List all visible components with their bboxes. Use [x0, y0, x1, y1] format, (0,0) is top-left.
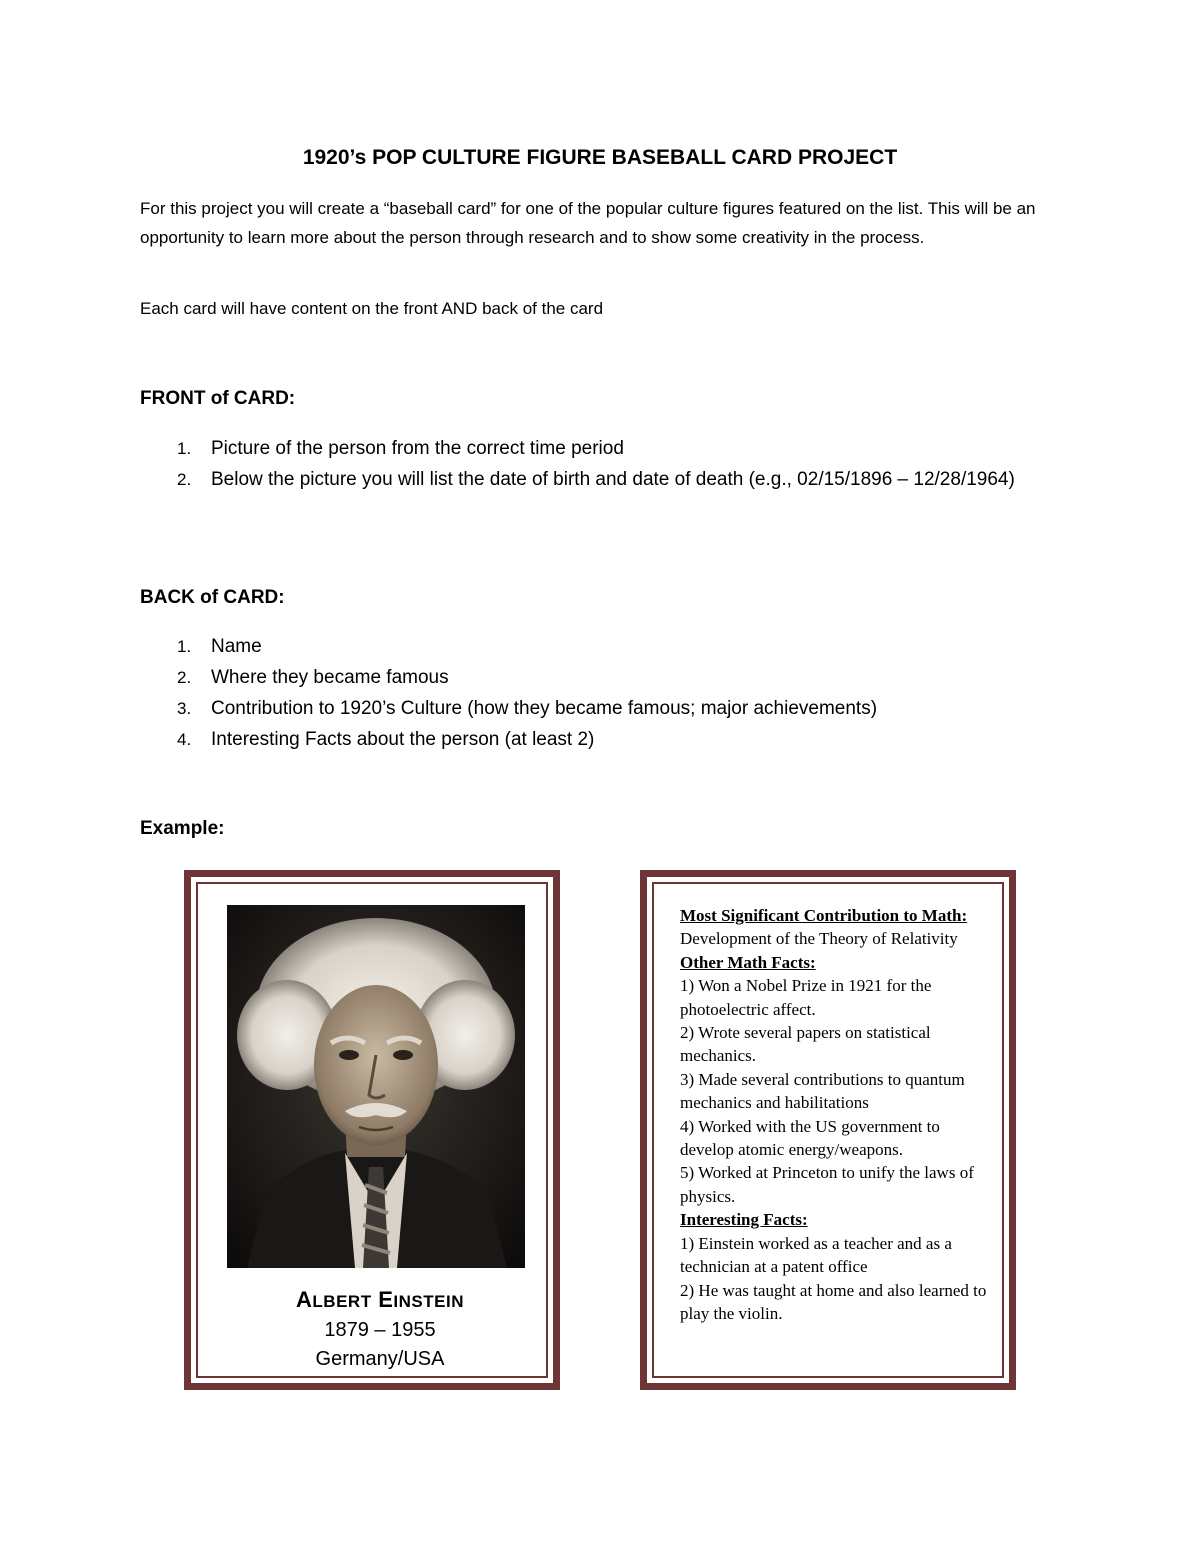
list-number: 4. — [177, 730, 192, 749]
portrait-photo-icon — [227, 905, 525, 1268]
math-fact: 3) Made several contributions to quantum mechanics and habilitations — [680, 1069, 965, 1113]
list-number: 1. — [177, 439, 192, 458]
list-number: 2. — [177, 470, 192, 489]
name-rest: LBERT — [312, 1292, 372, 1311]
page-title: 1920’s POP CULTURE FIGURE BASEBALL CARD PROJECT — [302, 146, 898, 169]
list-item-text: Where they became famous — [211, 667, 449, 688]
list-item — [140, 464, 1060, 495]
math-fact: 4) Worked with the US government to develop atomic energy/weapons. — [680, 1116, 940, 1160]
list-number: 3. — [177, 699, 192, 718]
math-facts-heading: Other Math Facts: — [680, 952, 816, 972]
list-item — [140, 662, 1060, 693]
list-item — [140, 631, 1060, 662]
math-fact: 1) Won a Nobel Prize in 1921 for the photoelectric affect. — [680, 976, 932, 1019]
name-rest: INSTEIN — [393, 1292, 464, 1311]
front-of-card-list — [140, 433, 1060, 495]
card-frame — [652, 882, 1004, 1378]
list-item — [140, 724, 1060, 755]
contribution-heading: Most Significant Contribution to Math: — [680, 906, 968, 925]
back-card-content — [680, 904, 996, 1325]
card-border-inner — [191, 877, 553, 1383]
math-fact: 2) Wrote several papers on statistical mechanics. — [680, 1023, 931, 1066]
name-initial: A — [296, 1287, 313, 1312]
card-border-inner — [647, 877, 1009, 1383]
interesting-facts-heading: Interesting Facts: — [680, 1210, 808, 1230]
list-item-text: Below the picture you will list the date of birth and date of death (e.g., 02/15/1896 – 12/28/1964) — [211, 469, 1015, 490]
list-item-text: Contribution to 1920’s Culture (how they became famous; major achievements) — [211, 698, 878, 719]
list-item — [140, 433, 1060, 464]
card-frame — [196, 882, 548, 1378]
name-initial: E — [378, 1287, 394, 1312]
intro-paragraph-2: Each card will have content on the front AND back of the card — [140, 299, 604, 318]
interesting-fact: 1) Einstein worked as a teacher and as a technician at a patent office — [680, 1233, 952, 1277]
back-card-example — [640, 870, 1016, 1390]
interesting-fact: 2) He was taught at home and also learned to play the violin. — [680, 1280, 987, 1323]
card-person-country: Germany/USA — [315, 1348, 445, 1370]
list-item-text: Picture of the person from the correct time period — [211, 438, 624, 459]
front-of-card-heading: FRONT of CARD: — [140, 388, 296, 409]
back-of-card-list — [140, 631, 1060, 755]
list-item-text: Interesting Facts about the person (at least 2) — [211, 729, 595, 750]
example-heading: Example: — [140, 818, 225, 839]
list-number: 2. — [177, 668, 192, 687]
front-card-example — [184, 870, 560, 1390]
list-item — [140, 693, 1060, 724]
portrait-photo-svg — [227, 905, 525, 1268]
math-fact: 5) Worked at Princeton to unify the laws of physics. — [680, 1163, 974, 1206]
list-item-text: Name — [211, 636, 262, 657]
list-number: 1. — [177, 637, 192, 656]
card-person-name — [198, 1287, 562, 1313]
card-person-dates: 1879 – 1955 — [324, 1319, 436, 1341]
intro-paragraph: For this project you will create a “baseball card” for one of the popular culture figures featured on the list. This will be an opportunity to learn more about the person through research and to show some creativity in the process. — [140, 199, 1036, 247]
back-of-card-heading: BACK of CARD: — [140, 587, 285, 608]
contribution-text: Development of the Theory of Relativity — [680, 929, 958, 949]
